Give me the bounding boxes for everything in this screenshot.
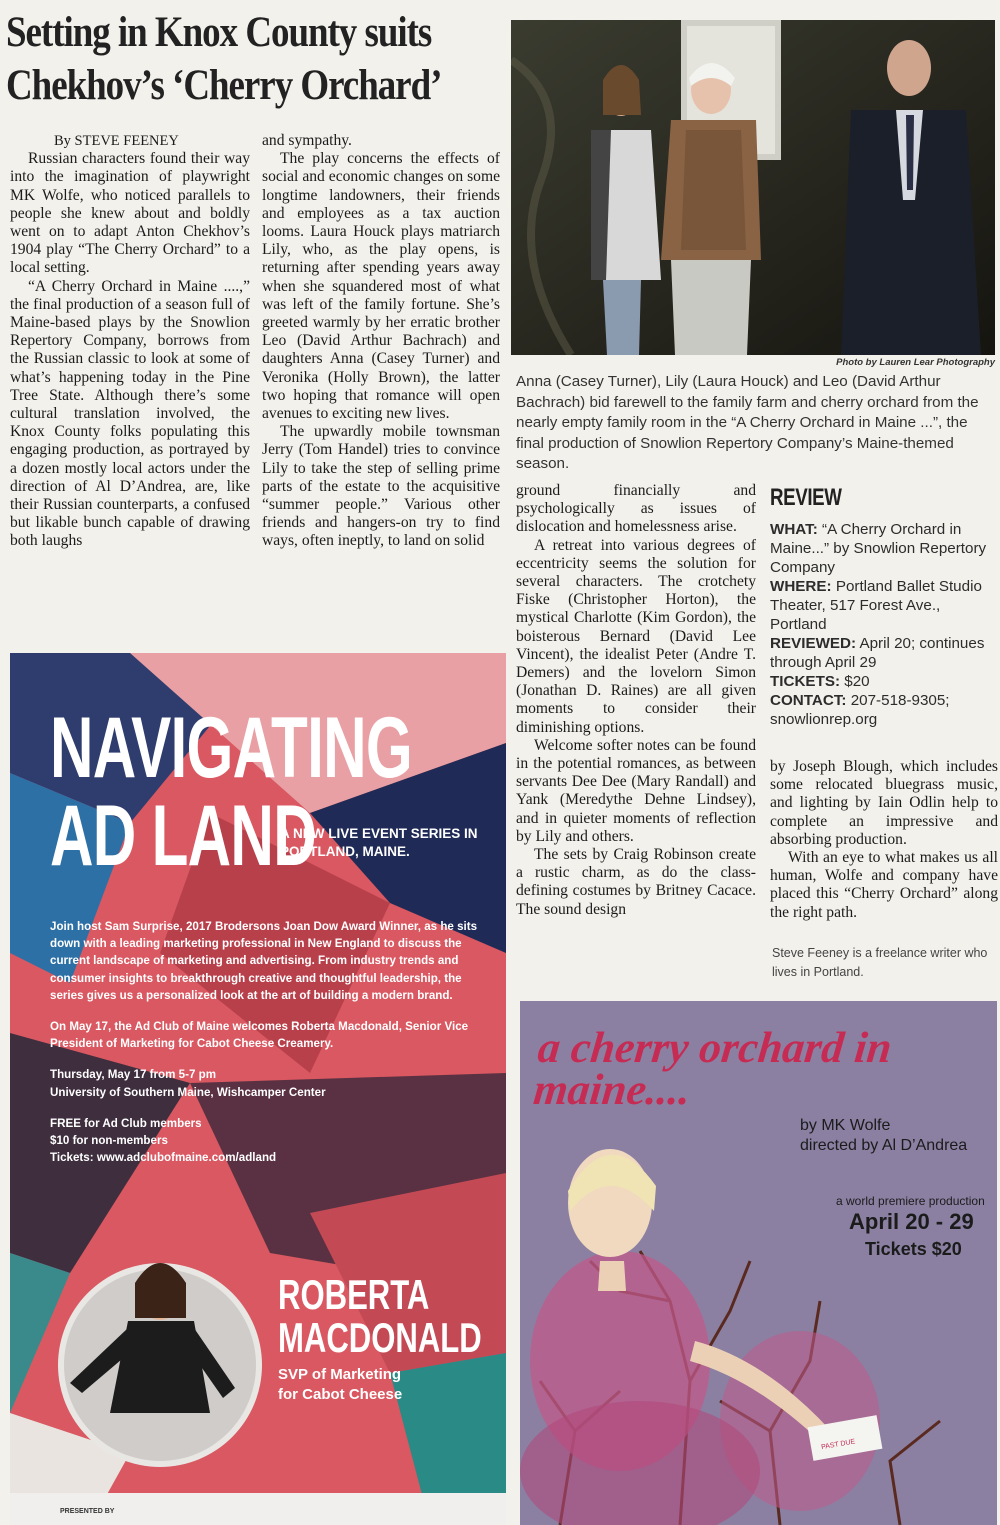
adland-presented-by: PRESENTED BY: [60, 1508, 115, 1515]
paragraph: The play concerns the effects of social and economic changes on some longtime landowners, their friends and employees as a tax auction looms. Laura Houck plays matriarch Lily, who, as the play opens, is returning after spending years away when she squandered most of what was left of the family fortune. She’s greeted warmly by her erratic brother Leo (David Arthur Bachrach) and daughters Anna (Casey Turner) and Veronika (Holly Brown), the latter two hoping that romance will open avenues to exciting new lives.: [262, 150, 500, 423]
poster-title: a cherry orchard in maine....: [531, 1023, 895, 1114]
article-column-1: [10, 132, 250, 551]
review-reviewed: REVIEWED: April 20; continues through April 29: [770, 635, 985, 671]
paragraph: The sets by Craig Robinson create a rustic charm, as do the class-defining costumes by Britney Cacace. The sound design: [516, 846, 756, 918]
review-info-box: [770, 520, 998, 729]
paragraph: by Joseph Blough, which includes some relocated bluegrass music, and lighting by Iain Odlin help to complete an impressive and absorbing production.: [770, 758, 998, 848]
adland-subtitle: A NEW LIVE EVENT SERIES IN PORTLAND, MAINE.: [280, 826, 478, 859]
review-what: WHAT: “A Cherry Orchard in Maine...” by Snowlion Repertory Company: [770, 521, 987, 576]
photo-caption: Anna (Casey Turner), Lily (Laura Houck) and Leo (David Arthur Bachrach) bid farewell to the family farm and cherry orchard from the nearly empty family room in the “A Cherry Orchard in Maine ...”, the final production of Snowlion Repertory Company’s Maine-themed season.: [516, 373, 979, 472]
paragraph: Welcome softer notes can be found in the potential romances, as between servants Dee Dee (Mary Randall) and Yank (Meredythe Dehne Lindsey), and in quieter moments of reflection by Lily and others.: [516, 736, 756, 845]
production-photo: [511, 20, 995, 355]
photo-credit: Photo by Lauren Lear Photography: [836, 357, 995, 368]
adland-body: [50, 918, 490, 1180]
cherry-orchard-poster: [520, 1001, 997, 1525]
adland-pricing: FREE for Ad Club members $10 for non-members Tickets: www.adclubofmaine.com/adland: [50, 1116, 277, 1165]
article-headline: [6, 6, 442, 112]
headline-line-1: Setting in Knox County suits: [6, 9, 432, 56]
review-heading: REVIEW: [770, 484, 842, 511]
adland-title-1: NAVIGATING: [50, 700, 412, 796]
poster-premiere: a world premiere production: [836, 1194, 985, 1208]
article-column-3: [516, 482, 756, 919]
article-column-4: [770, 758, 998, 922]
headline-line-2: Chekhov’s ‘Cherry Orchard’: [6, 62, 442, 109]
adland-guest-role: SVP of Marketing for Cabot Cheese: [278, 1366, 403, 1403]
adland-guest: On May 17, the Ad Club of Maine welcomes Roberta Macdonald, Senior Vice President of Marketing for Cabot Cheese Creamery.: [50, 1020, 469, 1051]
paragraph: The upwardly mobile townsman Jerry (Tom Handel) tries to convince Lily to take the step of selling prime parts of the estate to the acquisitive “summer people.” Various other friends and hangers-on try to find ways, often ineptly, to land on solid: [262, 423, 500, 550]
review-where: WHERE: Portland Ballet Studio Theater, 517 Forest Ave., Portland: [770, 578, 982, 633]
adland-intro: Join host Sam Surprise, 2017 Brodersons Joan Dow Award Winner, as he sits down with a leading marketing professional in New England to discuss the current landscape of marketing and advertising. From industry trends and consumer insights to breakthrough creative and thoughtful leadership, the series gives us a personalized look at the art of building a modern brand.: [50, 920, 478, 1002]
adland-guest-name: ROBERTA MACDONALD: [278, 1271, 482, 1361]
review-contact: CONTACT: 207-518-9305; snowlionrep.org: [770, 692, 950, 728]
adland-title-2: AD LAND: [50, 788, 316, 884]
poster-dates: April 20 - 29: [849, 1209, 974, 1234]
poster-author: by MK Wolfe: [800, 1117, 891, 1134]
adland-when-where: Thursday, May 17 from 5-7 pm University of Southern Maine, Wishcamper Center: [50, 1068, 326, 1099]
stage-photo-illustration: [511, 20, 995, 355]
author-bio: Steve Feeney is a freelance writer who lives in Portland.: [772, 946, 988, 979]
paragraph: ground financially and psychologically as issues of dislocation and homelessness arise.: [516, 482, 756, 536]
paragraph: “A Cherry Orchard in Maine ....,” the final production of a season full of Maine-based plays by the Snowlion Repertory Company, borrows from the Russian classic to look at some of what’s happening today in the Pine Tree State. Although there’s some cultural translation involved, the Knox County folks populating this engaging production, as portrayed by a dozen mostly local actors under the direction of Al D’Andrea, are, like their Russian counterparts, a confused but likable bunch capable of drawing both laughs: [10, 277, 250, 550]
review-tickets: TICKETS: $20: [770, 673, 870, 690]
paragraph: Russian characters found their way into the imagination of playwright MK Wolfe, who noticed parallels to people she knew about and boldly went on to adapt Anton Chekhov’s 1904 play “The Cherry Orchard” to a local setting.: [10, 150, 250, 277]
adland-tickets-link[interactable]: Tickets: www.adclubofmaine.com/adland: [50, 1151, 277, 1165]
envelope-note: PAST DUE: [820, 1438, 856, 1452]
paragraph: A retreat into various degrees of eccentricity seems the solution for several characters. The crotchety Fiske (Christopher Horton), the mystical Charlotte (Kim Gordon), the boisterous Bernard (David Lee Vincent), the idealist Peter (Andre T. Demers) and the lovelorn Simon (Jonathan D. Raines) are all given moments to consider their diminishing options.: [516, 536, 756, 736]
byline: By STEVE FEENEY: [54, 133, 179, 149]
article-column-2: [262, 132, 500, 551]
paragraph: With an eye to what makes us all human, Wolfe and company have placed this “Cherry Orchard” along the right path.: [770, 849, 998, 921]
paragraph: and sympathy.: [262, 132, 352, 149]
poster-credits: [800, 1116, 967, 1156]
adland-advertisement: [10, 653, 506, 1525]
poster-tickets: Tickets $20: [865, 1239, 962, 1259]
poster-director: directed by Al D’Andrea: [800, 1137, 968, 1154]
